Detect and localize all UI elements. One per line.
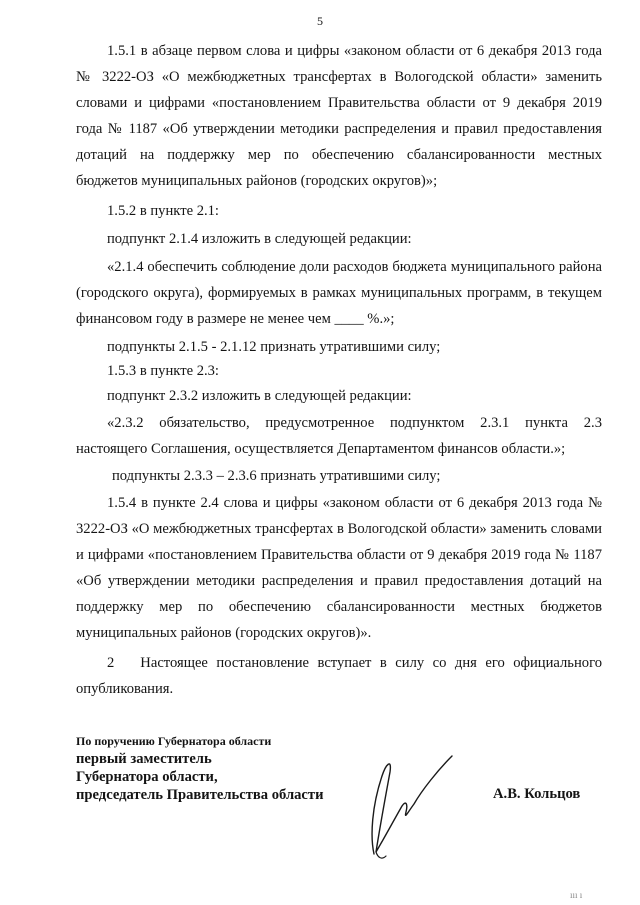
paragraph-1-5-3: 1.5.3 в пункте 2.3:	[107, 363, 219, 379]
signature-line-2: первый заместитель	[76, 751, 212, 767]
signature-line-1: По поручению Губернатора области	[76, 734, 272, 748]
paragraph-2-text: Настоящее постановление вступает в силу со дня его официального опубликования.	[76, 655, 602, 697]
paragraph-1-5-1: 1.5.1 в абзаце первом слова и цифры «законом области от 6 декабря 2013 года № 3222-ОЗ «О межбюджетных трансфертах в Вологодской области» заменить словами и цифрами «постановлением Правительства области от 9 декабря 2019 года № 1187 «Об утверждении методики распределения и правил предоставления дотаций на поддержку мер по обеспечению сбалансированности местных бюджетов муниципальных районов (городских округов)»;	[76, 43, 602, 189]
paragraph-1-5-4: 1.5.4 в пункте 2.4 слова и цифры «законом области от 6 декабря 2013 года № 3222-ОЗ «О межбюджетных трансфертах в Вологодской области» заменить словами и цифрами «постановлением Правительства области от 9 декабря 2019 года № 1187 «Об утверждении методики распределения и правил предоставления дотаций на поддержку мер по обеспечению сбалансированности местных бюджетов муниципальных районов (городских округов)».	[76, 495, 602, 641]
paragraph-2-3-2-text: «2.3.2 обязательство, предусмотренное подпунктом 2.3.1 пункта 2.3 настоящего Соглашения, осуществляется Департаментом финансов области.»;	[76, 415, 602, 457]
paragraph-subpoints-2-3-3-2-3-6: подпункты 2.3.3 – 2.3.6 признать утратившими силу;	[112, 468, 441, 484]
signatory-name: А.В. Кольцов	[493, 786, 581, 802]
paragraph-2	[76, 650, 602, 702]
signature-line-4: председатель Правительства области	[76, 787, 324, 803]
signature-line-3: Губернатора области,	[76, 769, 218, 785]
signature-block	[76, 732, 376, 804]
paragraph-subpoint-2-3-2-intro: подпункт 2.3.2 изложить в следующей редакции:	[107, 388, 412, 404]
paragraph-subpoint-2-1-4-intro: подпункт 2.1.4 изложить в следующей редакции:	[107, 231, 412, 247]
handwritten-signature-icon	[352, 746, 462, 866]
paragraph-2-1-4-text: «2.1.4 обеспечить соблюдение доли расходов бюджета муниципального района (городского округа), формируемых в рамках муниципальных программ, в текущем финансовом году в размере не менее чем ____ %.»;	[76, 259, 602, 327]
page-number: 5	[317, 14, 323, 28]
paragraph-1-5-2: 1.5.2 в пункте 2.1:	[107, 203, 219, 219]
paragraph-2-number: 2	[107, 655, 115, 671]
corner-mark: ııı ı	[570, 890, 583, 900]
paragraph-subpoints-2-1-5-2-1-12: подпункты 2.1.5 - 2.1.12 признать утратившими силу;	[107, 339, 441, 355]
